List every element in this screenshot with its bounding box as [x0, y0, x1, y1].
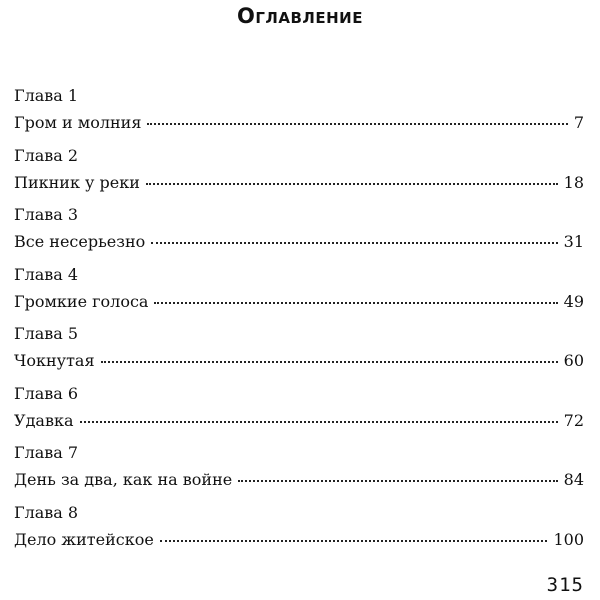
- dot-leader: [238, 466, 557, 482]
- toc-entry-row: [14, 172, 584, 194]
- chapter-title: Пикник у реки: [14, 172, 140, 192]
- chapter-number: Глава 2: [14, 145, 79, 165]
- chapter-title: Гром и молния: [14, 113, 142, 132]
- chapter-number: Глава 4: [14, 264, 79, 284]
- toc-entry-row: [14, 291, 584, 313]
- toc-entry-row: [14, 529, 584, 551]
- dot-leader: [160, 526, 548, 542]
- page-number: 18: [563, 172, 584, 192]
- dot-leader: [154, 288, 557, 304]
- chapter-title: Чокнутая: [14, 351, 95, 370]
- toc-entry[interactable]: [14, 86, 584, 146]
- toc-entry-row: [14, 112, 584, 134]
- page-number: 72: [563, 410, 584, 430]
- page-number: 7: [573, 113, 584, 132]
- chapter-number: Глава 6: [14, 383, 79, 403]
- page-number: 31: [563, 232, 584, 251]
- page-number: 84: [563, 470, 584, 489]
- dot-leader: [151, 228, 557, 244]
- page-number: 60: [563, 351, 584, 370]
- page-number: 100: [553, 529, 584, 549]
- chapter-number: Глава 1: [14, 86, 79, 105]
- dot-leader: [146, 169, 558, 185]
- toc-entry[interactable]: [14, 324, 584, 384]
- toc-entry-row: [14, 469, 584, 491]
- toc-entry[interactable]: [14, 384, 584, 444]
- toc-entry[interactable]: [14, 146, 584, 206]
- chapter-number: Глава 8: [14, 502, 79, 522]
- dot-leader: [101, 347, 558, 363]
- chapter-title: Удавка: [14, 410, 74, 430]
- chapter-title: Все несерьезно: [14, 232, 146, 251]
- chapter-number: Глава 7: [14, 443, 79, 462]
- chapter-title: День за два, как на войне: [14, 470, 233, 489]
- table-of-contents: [14, 86, 584, 562]
- dot-leader: [147, 109, 567, 125]
- toc-entry[interactable]: [14, 443, 584, 503]
- toc-entry-row: [14, 231, 584, 253]
- toc-entry[interactable]: [14, 205, 584, 265]
- toc-entry-row: [14, 410, 584, 432]
- chapter-number: Глава 3: [14, 205, 79, 224]
- toc-entry[interactable]: [14, 265, 584, 325]
- chapter-title: Громкие голоса: [14, 291, 149, 311]
- dot-leader: [80, 407, 558, 423]
- page-title: Оглавление: [237, 4, 363, 28]
- chapter-title: Дело житейское: [14, 529, 154, 549]
- page-folio: 315: [546, 574, 584, 596]
- toc-entry-row: [14, 350, 584, 372]
- page-number: 49: [563, 291, 584, 311]
- toc-entry[interactable]: [14, 503, 584, 563]
- chapter-number: Глава 5: [14, 324, 79, 343]
